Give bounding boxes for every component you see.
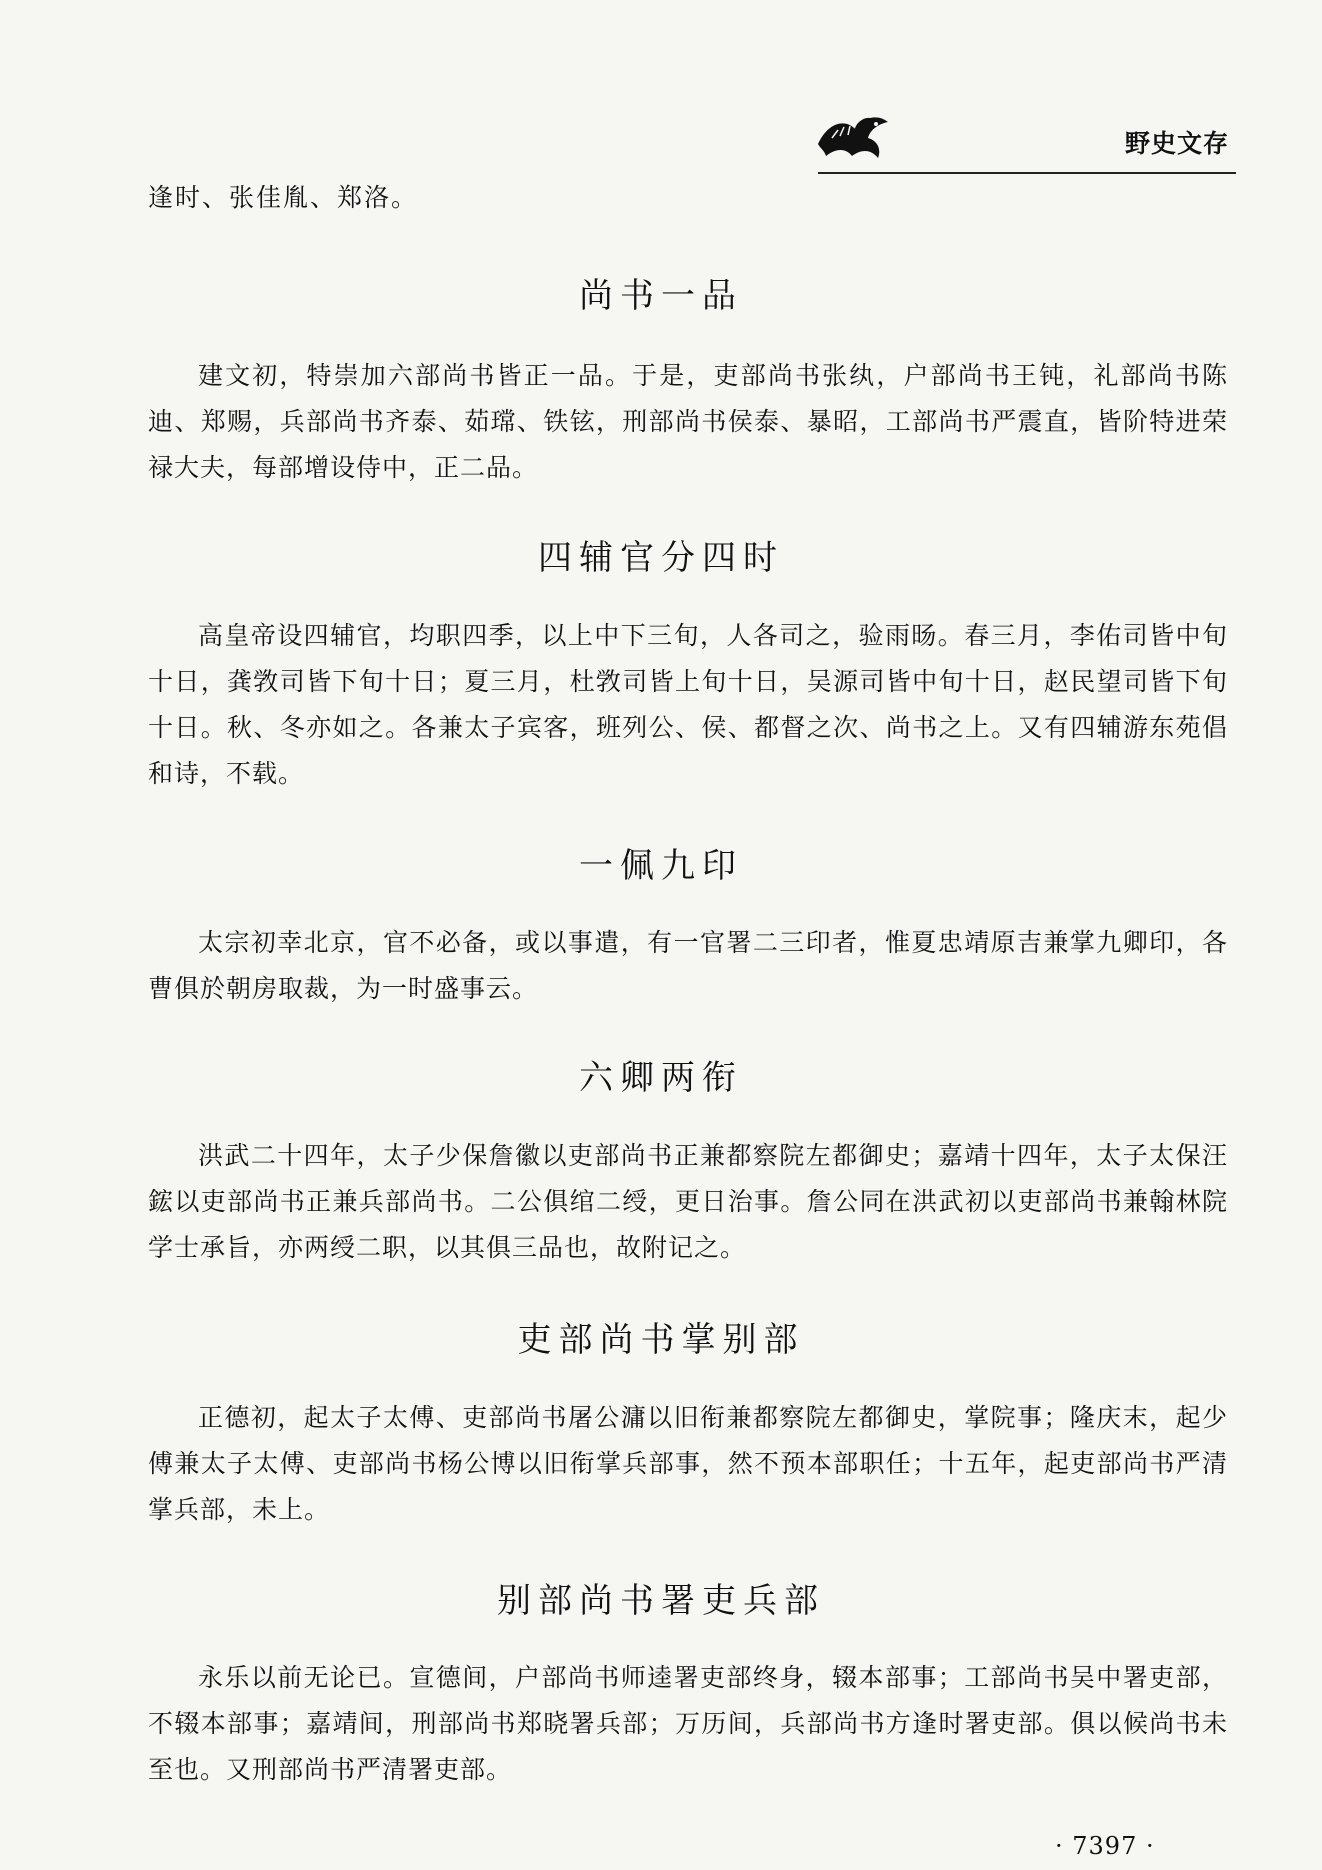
continuation-text: 逢时、张佳胤、郑洛。	[148, 183, 419, 212]
dragon-emblem-icon	[812, 108, 892, 162]
section-paragraph: 永乐以前无论已。宣德间，户部尚书师逵署吏部终身，辍本部事；工部尚书吴中署吏部，不辍本部事；嘉靖间，刑部尚书郑晓署兵部；万历间，兵部尚书方逢时署吏部。俱以候尚书未至也。又刑部尚书严清署吏部。	[148, 1663, 1228, 1784]
section-paragraph: 高皇帝设四辅官，均职四季，以上中下三旬，人各司之，验雨旸。春三月，李佑司皆中旬十日，龚敩司皆下旬十日；夏三月，杜敩司皆上旬十日，吴源司皆中旬十日，赵民望司皆下旬十日。秋、冬亦如之。各兼太子宾客，班列公、侯、都督之次、尚书之上。又有四辅游东苑倡和诗，不载。	[148, 621, 1228, 788]
section-paragraph: 建文初，特崇加六部尚书皆正一品。于是，吏部尚书张纨，户部尚书王钝，礼部尚书陈迪、郑赐，兵部尚书齐泰、茹瑺、铁铉，刑部尚书侯泰、暴昭，工部尚书严震直，皆阶特进荣禄大夫，每部增设侍中，正二品。	[148, 361, 1228, 482]
header-rule	[818, 172, 1236, 174]
section-paragraph: 正德初，起太子太傅、吏部尚书屠公滽以旧衔兼都察院左都御史，掌院事；隆庆末，起少傅兼太子太傅、吏部尚书杨公博以旧衔掌兵部事，然不预本部职任；十五年，起吏部尚书严清掌兵部，未上。	[148, 1403, 1228, 1524]
section-paragraph: 太宗初幸北京，官不必备，或以事遣，有一官署二三印者，惟夏忠靖原吉兼掌九卿印，各曹俱於朝房取裁，为一时盛事云。	[148, 928, 1228, 1003]
series-title: 野史文存	[1125, 129, 1230, 158]
section-heading: 吏部尚书掌别部	[517, 1320, 805, 1360]
section-heading: 尚书一品	[579, 276, 743, 316]
section-heading: 四辅官分四时	[538, 538, 784, 578]
section-heading: 一佩九印	[579, 846, 743, 886]
page-number: · 7397 ·	[1055, 1832, 1155, 1860]
section-heading: 别部尚书署吏兵部	[497, 1581, 825, 1621]
section-paragraph: 洪武二十四年，太子少保詹徽以吏部尚书正兼都察院左都御史；嘉靖十四年，太子太保汪鋐以吏部尚书正兼兵部尚书。二公俱绾二绶，更日治事。詹公同在洪武初以吏部尚书兼翰林院学士承旨，亦两绶二职，以其俱三品也，故附记之。	[148, 1141, 1228, 1262]
section-heading: 六卿两衔	[579, 1058, 743, 1098]
